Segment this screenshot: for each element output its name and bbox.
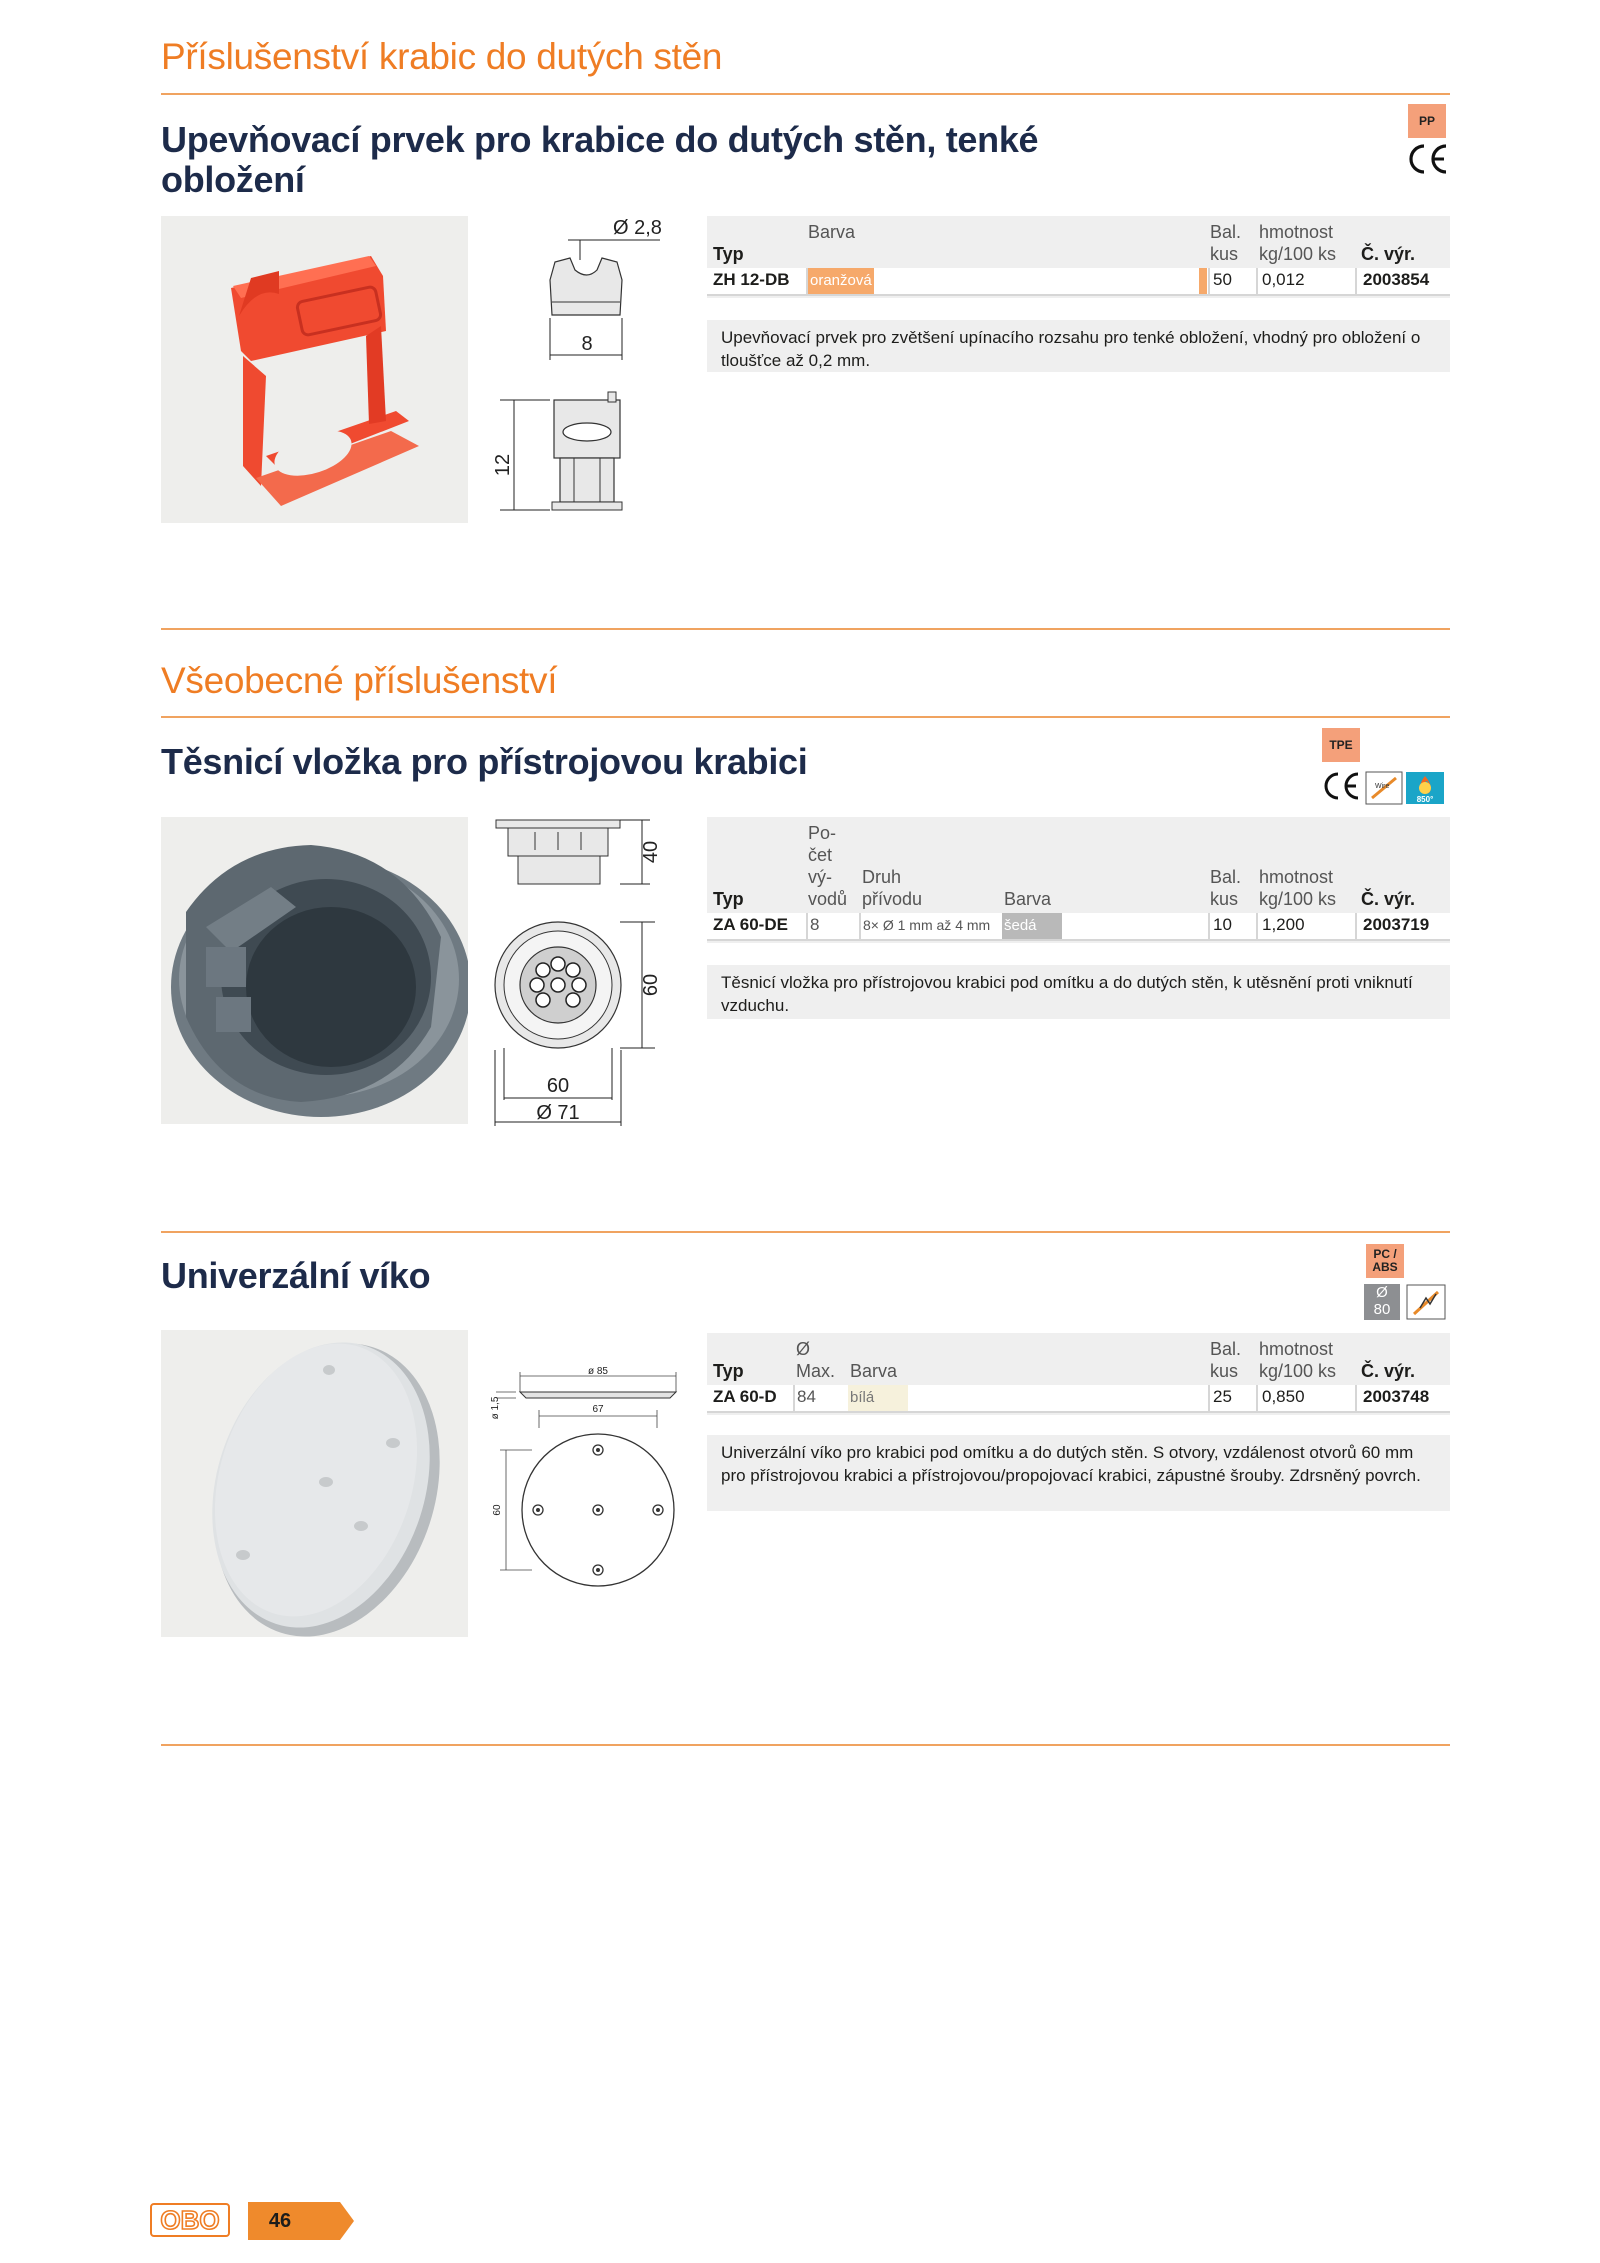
dim-diameter: Ø 71	[536, 1102, 580, 1124]
product-title-3: Univerzální víko	[161, 1255, 431, 1296]
col-hmotnost-unit: kg/100 ks	[1259, 244, 1337, 264]
dim-height: 12	[492, 453, 514, 477]
col-barva: Barva	[1004, 889, 1052, 909]
col-cislo: Č. výr.	[1361, 889, 1416, 909]
dim-width: 60	[546, 1075, 570, 1097]
col-pocet-1: Po-	[808, 823, 837, 843]
cell-typ: ZA 60-D	[713, 1387, 777, 1406]
product-title-1-line1: Upevňovací prvek pro krabice do dutých stěn, tenké	[161, 119, 1039, 160]
seal-insert-photo	[161, 817, 468, 1124]
col-hmotnost: hmotnost	[1259, 222, 1334, 242]
dimension-drawing-2	[480, 810, 690, 1135]
product-description-3: Univerzální víko pro krabici pod omítku a do dutých stěn. S otvory, vzdálenost otvorů 60 mm pro přístrojovou krabici a přístrojovou/propojovací krabici, zápustné šrouby. Zdrsněný povrch.	[707, 1435, 1450, 1511]
glow-wire-icon	[1406, 772, 1444, 804]
flame-test-icon	[1366, 772, 1402, 804]
cell-cislo: 2003719	[1363, 915, 1430, 934]
col-bal-unit: kus	[1210, 244, 1239, 264]
product-table-2	[707, 817, 1450, 943]
dim-height: 60	[640, 973, 662, 997]
product-description-2: Těsnicí vložka pro přístrojovou krabici pod omítku a do dutých stěn, k utěsnění proti vniknutí vzduchu.	[707, 965, 1450, 1019]
dimension-drawing-1	[480, 210, 690, 535]
diameter-badge	[1364, 1284, 1400, 1320]
section-title-1: Příslušenství krabic do dutých stěn	[161, 36, 723, 77]
cover-drawing	[480, 1362, 690, 1612]
cell-typ: ZH 12-DB	[713, 270, 790, 289]
flame-test-badge	[1406, 1284, 1446, 1320]
cell-hmotnost: 0,012	[1262, 270, 1305, 289]
divider	[161, 93, 1450, 95]
color-swatch	[1199, 268, 1207, 294]
cell-barva: oranžová	[808, 268, 874, 294]
product-description-1: Upevňovací prvek pro zvětšení upínacího rozsahu pro tenké obložení, vhodný pro obložení o tloušťce až 0,2 mm.	[707, 320, 1450, 372]
dimension-drawing-3	[480, 1362, 690, 1617]
logo-text: OBO	[160, 2205, 220, 2235]
table-row	[707, 913, 1450, 941]
col-bal-unit: kus	[1210, 1361, 1239, 1381]
col-cislo: Č. výr.	[1361, 244, 1416, 264]
product-photo-2	[161, 817, 468, 1124]
col-druh-2: přívodu	[862, 889, 923, 909]
cell-hmotnost: 1,200	[1262, 915, 1305, 934]
col-diameter: Ø	[796, 1339, 811, 1359]
cell-barva: šedá	[1002, 913, 1062, 939]
dim-depth: 40	[640, 840, 662, 864]
page-number: 46	[268, 2210, 292, 2232]
col-hmotnost: hmotnost	[1259, 867, 1334, 887]
col-typ: Typ	[713, 889, 744, 909]
dim-vertical: 60	[492, 1504, 503, 1516]
cell-diameter: 84	[797, 1387, 816, 1406]
col-diameter-max: Max.	[796, 1361, 836, 1381]
seal-insert-drawing	[480, 810, 690, 1130]
product-table-3	[707, 1333, 1450, 1415]
fastener-photo	[161, 216, 468, 523]
badge-symbol: Ø	[1376, 1284, 1388, 1301]
col-hmotnost: hmotnost	[1259, 1339, 1334, 1359]
product-title-1-line2: obložení	[161, 159, 305, 200]
divider	[161, 628, 1450, 630]
page-number-tab	[248, 2202, 354, 2240]
product-title-1	[161, 120, 1038, 200]
ce-mark	[1406, 142, 1450, 176]
material-badge: PP	[1408, 104, 1446, 138]
fastener-drawing	[480, 210, 690, 530]
temp-label: 850°	[1416, 795, 1434, 804]
section-title-2: Všeobecné příslušenství	[161, 660, 558, 701]
ce-icon	[1406, 142, 1450, 176]
dim-hole-spacing: 67	[592, 1404, 604, 1415]
cell-cislo: 2003854	[1363, 270, 1430, 289]
product-table-1	[707, 216, 1450, 298]
col-barva: Barva	[850, 1361, 898, 1381]
cell-barva: bílá	[848, 1385, 908, 1411]
cell-bal: 25	[1213, 1387, 1232, 1406]
cell-hmotnost: 0,850	[1262, 1387, 1305, 1406]
product-photo-1	[161, 216, 468, 523]
material-badge: TPE	[1322, 728, 1360, 762]
col-pocet-2: čet	[808, 845, 833, 865]
dim-outer-diameter: ø 85	[587, 1366, 609, 1377]
material-badge: PC / ABS	[1366, 1244, 1404, 1278]
dim-thickness: ø 1,5	[490, 1396, 501, 1420]
obo-logo	[150, 2203, 230, 2237]
col-pocet-3: vý-	[808, 867, 832, 887]
dim-width: 8	[581, 333, 593, 355]
col-bal: Bal.	[1210, 1339, 1242, 1359]
product-photo-3	[161, 1330, 468, 1637]
col-typ: Typ	[713, 1361, 744, 1381]
divider	[161, 716, 1450, 718]
table-row	[707, 268, 1450, 296]
col-barva: Barva	[808, 222, 856, 242]
divider	[161, 1744, 1450, 1746]
col-bal: Bal.	[1210, 222, 1242, 242]
col-typ: Typ	[713, 244, 744, 264]
col-pocet-4: vodů	[808, 889, 848, 909]
col-bal-unit: kus	[1210, 889, 1239, 909]
cell-bal: 10	[1213, 915, 1232, 934]
badge-value: 80	[1373, 1301, 1391, 1318]
col-cislo: Č. výr.	[1361, 1361, 1416, 1381]
ce-icon	[1326, 774, 1358, 798]
col-druh: Druh	[862, 867, 902, 887]
col-hmotnost-unit: kg/100 ks	[1259, 889, 1337, 909]
obo-logo-icon	[150, 2203, 230, 2237]
dim-diameter: Ø 2,8	[613, 217, 662, 239]
cell-cislo: 2003748	[1363, 1387, 1430, 1406]
table-row	[707, 1385, 1450, 1413]
cover-photo	[161, 1330, 468, 1637]
flame-test-icon	[1406, 1284, 1446, 1320]
divider	[161, 1231, 1450, 1233]
cell-typ: ZA 60-DE	[713, 915, 788, 934]
cert-badges	[1320, 768, 1450, 808]
cell-druh: 8× Ø 1 mm až 4 mm	[863, 917, 991, 933]
cell-bal: 50	[1213, 270, 1232, 289]
col-bal: Bal.	[1210, 867, 1242, 887]
product-title-2: Těsnicí vložka pro přístrojovou krabici	[161, 741, 808, 782]
cell-pocet: 8	[810, 915, 820, 934]
svg-text:Wire: Wire	[1375, 783, 1390, 790]
col-hmotnost-unit: kg/100 ks	[1259, 1361, 1337, 1381]
